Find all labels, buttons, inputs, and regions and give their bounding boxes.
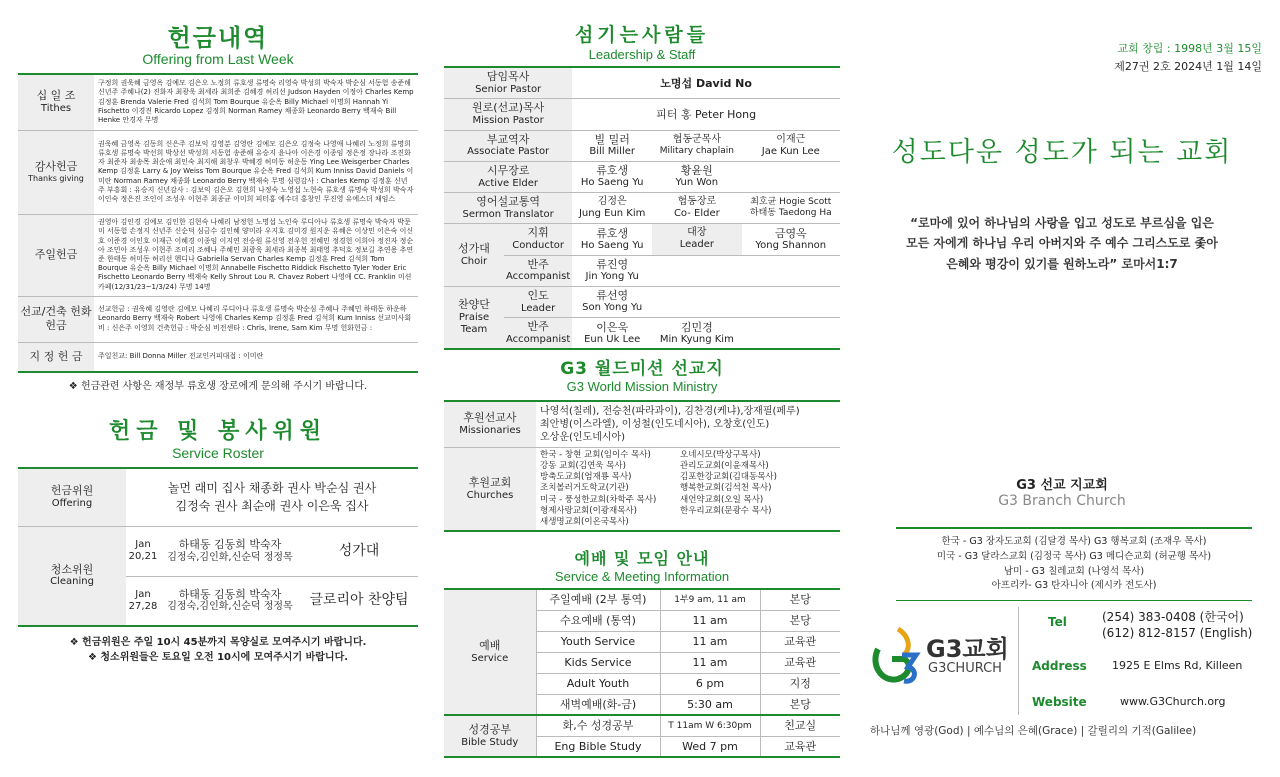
list-item: 관리도교회(이윤재목사) xyxy=(680,461,769,472)
offering-title: 헌금내역 xyxy=(167,24,269,52)
founded-date: 교회 창립 : 1998년 3월 15일 xyxy=(1117,42,1262,55)
leadership-subtitle: Leadership & Staff xyxy=(588,47,696,62)
address-text: 1925 E Elms Rd, Killeen xyxy=(1112,659,1243,673)
logo-text: G3교회 xyxy=(926,635,1009,664)
contact-divider xyxy=(1018,607,1019,715)
list-item: 새생명교회(이온국목사) xyxy=(540,516,629,527)
worship-time: 11 am xyxy=(660,652,760,673)
worship-place: 본당 xyxy=(760,589,840,610)
worship-time: T 11am W 6:30pm xyxy=(660,715,760,736)
roster-table: 헌금위원 Offering 놀먼 래미 집사 채종화 권사 박순심 권사 김정숙 권사 최순애 권사 이은욱 집사 청소위원 Cleaning Jan 20,21 하태동 김동희 박숙자 김정숙,김인화,신순덕 정정목 성가대 Jan 27,28 하태동 김동희 박숙자 김정숙,김인화,신순덕 정정목 글로리아 찬양팀 xyxy=(18,467,418,627)
list-item: 아프리카- G3 탄자니아 (제시카 전도사) xyxy=(991,580,1157,592)
worship-place: 교육관 xyxy=(760,736,840,757)
list-item: 한우리교회(문광수 목사) xyxy=(680,505,772,516)
sunday-text: 권영아 김인경 김예모 김인한 김현숙 나혜리 남정헌 노명섭 노인숙 루디아나 류호생 류명숙 박숙자 박문미 서동험 손정지 신년주 신순덕 심금수 김인혜 양미라 우지호 김미경 원지운 유혜은 이상민 이은숙 이신호 이준경 이인호 이재근 이혜경 이종임 이지연 전승원 류신영 전우헌 전혜민 정경헌 이희아 정진자 정순아 조민아 조성우 이현주 조미리 조혜나 주혜민 최광욱 최세라 최종복 최태영 추덕호 정보길 추연용 추연준 한태동 허미동 허리선 헨디나 Gabriella Servan Charles Kemp 김정훈 Fred 김석희 Tom Bourque 유순옥 Billy Michael 이명희 Annabelle Fischetto Riddick Fischetto Tyler Yoder Eric Fischetto Leonardo Berry 백재숙 Kelly Shrout Lou R. Chavez Robert 나영애 CC. Franklin 미션카페(12/31/23~1/3/24) 무명 14명 xyxy=(94,214,418,296)
bible-verse: “로마에 있어 하나님의 사랑을 입고 성도로 부르심을 입은 모든 자에게 하나님 우리 아버지와 주 예수 그리스도로 좇아 은혜와 평강이 있기를 원하노라” 로마서1:7 xyxy=(906,216,1218,271)
list-item: 한국 - G3 장자도교회 (김달경 목사) G3 행복교회 (조재우 목사) xyxy=(941,536,1207,548)
list-item: 김포한강교회(김대동목사) xyxy=(680,472,777,483)
worship-time: 11 am xyxy=(660,631,760,652)
offering-table: 십 일 조 Tithes 구정희 권욱혜 금영옥 김예모 김은오 노정희 류호생 류명숙 리영숙 박성희 박숙자 박순심 서동험 송준해 신년주 주혜나(2) 진화자 최광욱 최세라 최희준 김혜경 허리선 Judson Hayden 이정아 Charles Kemp 김정훈 Brenda Valerie Fred 김석희 Tom Bourque 유순옥 Billy Michael 이명희 Hannah Yi Fischetto 이경진 Ricardo Lopez 김정희 Norman Ramey 채종화 Leonardo Berry 백재숙 Bill Henke 안경자 무명 감사헌금 Thanks giving 권욱혜 금영옥 김동희 신은주 김보익 김영분 김영란 김예모 김은오 김정숙 나영애 나혜리 노정희 류명희 류호생 류명숙 박선희 박상선 박성희 서동험 송준해 유승지 윤나아 이은경 이종임 정은정 장나라 조진화자 최준자 최송목 최순애 최인숙 최지해 최창우 박혜경 허미동 허운동 Ying Lee Weisgerber Charles Kemp 김정훈 Larry & Joy Weiss Tom Bourque 유순옥 Fred 김석희 Kum Inniss David Daniels 이미란 Norman Ramey 채종화 Leonardo Berry 백재숙 무명 심령감사 : Charles Kemp 김정훈 신년주 부흥회 : 유승지 신년감사 : 김보익 김은오 김현희 나정숙 노영섭 노현숙 류호생 류명숙 박성희 박숙자 이인숙 정은진 조인이 조성우 이현주 최종균 이미희 피터홍 예수더 홍창인 무진영 유에스더 채임스 주일헌금 권영아 김인경 김예모 김인한 김현숙 나혜리 남정헌 노명섭 노인숙 루디아나 류호생 류명숙 박숙자 박문미 서동험 손정지 신년주 신순덕 심금수 김인혜 양미라 우지호 김미경 원지운 유혜은 이상민 이은숙 이신호 이준경 이인호 이재근 이혜경 이종임 이지연 전승원 류신영 전우헌 전혜민 정경헌 이희아 정진자 정순아 조민아 조성우 이현주 조미리 조혜나 주혜민 최광욱 최세라 최종복 최태영 추덕호 정보길 추연용 추연준 한태동 허미동 허리선 헨디나 Gabriella Servan Charles Kemp 김정훈 Fred 김석희 Tom Bourque 유순옥 Billy Michael 이명희 Annabelle Fischetto Riddick Fischetto Tyler Yoder Eric Fischetto Leonardo Berry 백재숙 Kelly Shrout Lou R. Chavez Robert 나영애 CC. Franklin 미션카페(12/31/23~1/3/24) 무명 14명 선교/건축 헌화헌금 선교헌금 : 권욱혜 김영란 김예모 나혜리 루디아나 류호생 류명숙 박순심 주혜나 주혜민 하태동 하운하 Leonardo Berry 백재숙 Robert 나영애 Charles Kemp 김정훈 Fred 김석희 Kum Inniss 선교미사회비 : 신은주 이영희 건축헌금 : 박순심 비전센타 : Chris, Irene, Sam Kim 무명 헌화헌금 : 지 정 헌 금 주일친교: Bill Donna Miller 전교인커피대접 : 이미란 xyxy=(18,73,418,373)
contact-area xyxy=(862,607,1262,717)
tel-numbers: (254) 383-0408 (한국어) (612) 812-8157 (English) xyxy=(1102,610,1253,641)
roster-note-1: ❖ 헌금위원은 주일 10시 45분까지 목양실로 모여주시기 바랍니다. xyxy=(69,637,367,648)
website-link[interactable]: www.G3Church.org xyxy=(1120,695,1226,709)
worship-name: 새벽예배(화-금) xyxy=(536,694,660,715)
list-item: 한국 - 창현 교회(임이수 목사) xyxy=(540,450,651,461)
worship-time: 5:30 am xyxy=(660,694,760,715)
worship-time: 1부9 am, 11 am xyxy=(660,589,760,610)
thanks-text: 권욱혜 금영옥 김동희 신은주 김보익 김영분 김영란 김예모 김은오 김정숙 나영애 나혜리 노정희 류명희 류호생 류명숙 박선희 박상선 박성희 서동험 송준해 유승지 윤나아 이은경 이종임 정은정 장나라 조진화자 최준자 최송목 최순애 최인숙 최지해 최창우 박혜경 허미동 허운동 Ying Lee Weisgerber Charles Kemp 김정훈 Larry & Joy Weiss Tom Bourque 유순옥 Fred 김석희 Kum Inniss David Daniels 이미란 Norman Ramey 채종화 Leonardo Berry 백재숙 무명 심령감사 : Charles Kemp 김정훈 신년주 부흥회 : 유승지 신년감사 : 김보익 김은오 김현희 나정숙 노영섭 노현숙 류호생 류명숙 박성희 박숙자 이인숙 정은진 조인이 조성우 이현주 최종균 이미희 피터홍 예수더 홍창인 무진영 유에스더 채임스 xyxy=(94,130,418,214)
leadership-title: 섬기는사람들 xyxy=(574,24,710,46)
worship-time: 11 am xyxy=(660,610,760,631)
worship-time: Wed 7 pm xyxy=(660,736,760,757)
church-slogan: 성도다운 성도가 되는 교회 xyxy=(891,137,1233,168)
worship-place: 본당 xyxy=(760,694,840,715)
worship-title: 예배 및 모임 안내 xyxy=(574,549,710,569)
offering-subtitle: Offering from Last Week xyxy=(142,51,294,67)
worship-place: 본당 xyxy=(760,610,840,631)
worship-name: Adult Youth xyxy=(536,673,660,694)
logo-subtext: G3CHURCH xyxy=(928,661,1002,677)
list-item: 미국 - 풍성한교회(차학주 목사) xyxy=(540,494,657,505)
worship-table: 예배 Service 주일예배 (2부 통역) 1부9 am, 11 am 본당 수요예배 (통역) 11 am 본당 Youth Service 11 am 교육관 Kids Service 11 am 교육관 Adult Youth 6 pm 지정 새벽예배(화-금) 5:30 am 본당 성경공부 Bible Study 화,수 성경공부 T 11am W 6:30pm 친교실 Eng Bible Study Wed 7 pm 교육관 xyxy=(444,588,840,758)
list-item: 남미 - G3 칠레교회 (나영석 목사) xyxy=(1003,565,1145,577)
designated-text: 주일친교: Bill Donna Miller 전교인커피대접 : 이미란 xyxy=(94,342,418,372)
mission-title: G3 월드미션 선교지 xyxy=(560,359,724,380)
worship-subtitle: Service & Meeting Information xyxy=(554,569,730,585)
worship-name: Kids Service xyxy=(536,652,660,673)
worship-name: 수요예배 (통역) xyxy=(536,610,660,631)
offering-column xyxy=(18,0,418,663)
roster-subtitle: Service Roster xyxy=(172,445,264,461)
address-label: Address xyxy=(1032,659,1087,674)
mission-offering-text: 선교헌금 : 권욱혜 김영란 김예모 나혜리 루디아나 류호생 류명숙 박순심 주혜나 주혜민 하태동 하운하 Leonardo Berry 백재숙 Robert 나영애 Charles Kemp 김정훈 Fred 김석희 Kum Inniss 선교미사회비 : 신은주 이영희 건축헌금 : 박순심 비전센타 : Chris, Irene, Sam Kim 무명 헌화헌금 : xyxy=(94,296,418,342)
worship-place: 교육관 xyxy=(760,631,840,652)
worship-name: 주일예배 (2부 통역) xyxy=(536,589,660,610)
worship-name: Eng Bible Study xyxy=(536,736,660,757)
roster-note-2: ❖ 청소위원들은 토요일 오전 10시에 모여주시기 바랍니다. xyxy=(87,652,349,663)
issue-info: 제27권 2호 2024년 1월 14일 xyxy=(1114,60,1262,73)
list-item: 미국 - G3 달라스교회 (김정국 목사) G3 메디슨교회 (허균행 목사) xyxy=(936,550,1212,562)
list-item: 강동 교회(김연욱 목사) xyxy=(540,461,626,472)
offering-note: ❖ 헌금관련 사항은 재정부 류호생 장로에게 문의해 주시기 바랍니다. xyxy=(68,381,368,392)
motto: 하나님께 영광(God) | 예수님의 은혜(Grace) | 갈릴리의 기적(Galilee) xyxy=(870,725,1197,738)
list-item: 오네시모(박상구목사) xyxy=(680,450,761,461)
g3-logo-icon xyxy=(868,625,922,685)
mission-subtitle: G3 World Mission Ministry xyxy=(566,379,718,395)
cover-column xyxy=(862,0,1262,738)
leadership-column xyxy=(444,0,840,758)
mission-table: 후원선교사 Missionaries 나영석(칠레), 전승천(파라과이), 김찬경(케냐),장재필(페루) 최안병(이스라엘), 이성철(인도네시아), 오창호(인도) 오상운(인도네시아) 후원교회 Churches 한국 - 창현 교회(임이수 목사) 강동 교회(김연욱 목사) 방축도교회(엄재룡 목사) 조치볼러거도학교(기관) 미국 - 풍성한교회(차학주 목사) 형제사랑교회(이광재목사) 새생명교회(이온국목사) 오네시모(박상구목사) 관리도교회(이윤재목사) 김포한강교회(김대동목사) 행복한교회(김석천 목사) 새언약교회(오일 목사) 한우리교회(문광수 목사) xyxy=(444,400,840,532)
list-item: 방축도교회(엄재룡 목사) xyxy=(540,472,632,483)
list-item: 형제사랑교회(이광재목사) xyxy=(540,505,637,516)
branch-subtitle: G3 Branch Church xyxy=(998,493,1126,510)
church-list-left xyxy=(540,450,680,527)
website-label: Website xyxy=(1032,695,1087,710)
worship-time: 6 pm xyxy=(660,673,760,694)
list-item: 행복한교회(김석천 목사) xyxy=(680,483,772,494)
roster-title: 헌금 및 봉사위원 xyxy=(108,419,328,444)
branch-list xyxy=(896,527,1252,601)
list-item: 새언약교회(오일 목사) xyxy=(680,494,764,505)
church-list-right xyxy=(680,450,777,527)
tel-label: Tel xyxy=(1048,615,1067,630)
worship-name: Youth Service xyxy=(536,631,660,652)
leadership-table: 담임목사 Senior Pastor 노명섭 David No 원로(선교)목사 Mission Pastor 피터 홍 Peter Hong 부교역자 Associate Pastor 빌 밀러 Bill Miller 협동군목사 Military chaplain 이재근 Jae Kun Lee 시무장로 Active Elder 류호생 Ho Saeng Yu 황윤원 Yun Won 영어설교통역 Sermon Translator 김정은 Jung Eun Kim 협동장로 Co- Elder 최호균 Hogie Scott 하태동 Taedong Ha 성가대 Choir 지휘 Conductor 류호생 Ho Saeng Yu 대장 Leader 금영옥 Yong Shannon 반주 Accompanist 류진영 Jin Yong Yu 찬양단 Praise Team 인도 Leader 류선영 Son Yong Yu 반주 Accompanist 이은욱 Eun Uk Lee 김민경 Min Kyung Kim xyxy=(444,66,840,350)
branch-title: G3 선교 지교회 xyxy=(1016,478,1108,494)
worship-place: 친교실 xyxy=(760,715,840,736)
worship-place: 지정 xyxy=(760,673,840,694)
worship-place: 교육관 xyxy=(760,652,840,673)
worship-name: 화,수 성경공부 xyxy=(536,715,660,736)
list-item: 조치볼러거도학교(기관) xyxy=(540,483,629,494)
tithes-text: 구정희 권욱혜 금영옥 김예모 김은오 노정희 류호생 류명숙 리영숙 박성희 박숙자 박순심 서동험 송준해 신년주 주혜나(2) 진화자 최광욱 최세라 최희준 김혜경 허리선 Judson Hayden 이정아 Charles Kemp 김정훈 Brenda Valerie Fred 김석희 Tom Bourque 유순옥 Billy Michael 이명희 Hannah Yi Fischetto 이경진 Ricardo Lopez 김정희 Norman Ramey 채종화 Leonardo Berry 백재숙 Bill Henke 안경자 무명 xyxy=(94,74,418,130)
